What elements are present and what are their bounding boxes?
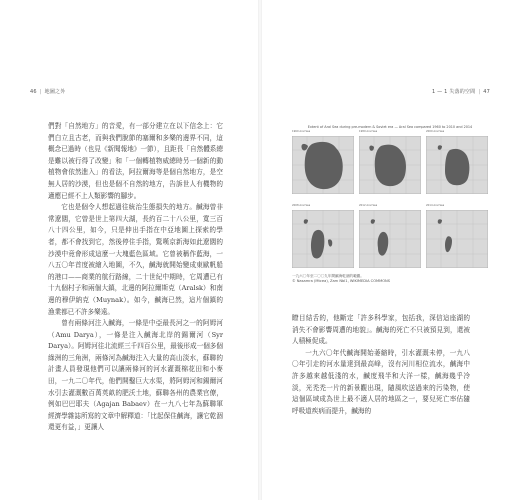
figure-credit: © Nasamra (Mtcea), Zam Nbl1, WIKIMEDIA COMMONS [292,279,391,284]
map-caption: 1989 Aral Sea [359,130,378,133]
map-panel [359,204,421,270]
map-caption: 1960 Aral Sea [292,130,311,133]
paragraph: 一九六〇年代鹹海開始萎縮時，引水灌溉未停，一九八〇年引走的河水量達到最高峰，沒有河川相位流水，鹹海中許多越來越低淺的水，鹹度飛半和大洋一樣，鹹海幾乎冷淡，光禿禿一片的新景觀出現，隨風吹送過來的污染物，使這個區域成為世上最不適人居的地區之一，要兒死亡率佔隨呼吸道疾病而提升，鹹海的 [292,348,470,415]
chapter-label: 1 — 1 失落的空間 [432,89,476,95]
aral-sea-map [292,210,354,268]
right-body-text [292,313,470,417]
map-caption: 2000 Aral Sea [426,130,445,133]
map-caption: 2014 Aral Sea [426,204,445,207]
aral-sea-map [426,136,488,194]
left-body-text [48,121,223,434]
paragraph: 們對「自然地方」的音愛，有一部分建立在以下信念上：它們白立且古老，而與我們脫節的塞爾和多樂的邊界不同，這概念已過時（也見《新聞報地》一節），且距長「自然體系總是難以被行得了改變」和「一個轉植物威總時另一個新的動植物會依然進入」的看法，阿拉爾海等是個自然地方，是空無人居的沙漠，但也是個不自然的地方，告訴世人有機物的適應已經不上人類影響的腳步。 [48,122,223,200]
right-running-header [432,88,490,95]
aral-sea-map [359,210,421,268]
aral-sea-map [292,136,354,194]
map-panel [359,130,421,196]
book-title: 地圖之外 [44,89,66,95]
paragraph: 它也是個令人想起過往統治生態損失的地方。鹹海曾非常遼闊，它曾是世上第四大湖，長約百二十八公里，寬三百八十四公里，如今，只是伸出手指在中亞地圖上探索的學者，都不會找到它，然後停住手指，驚嘆京新海如此遼闊的沙漠中竟會形成這麼一大塊藍色區域。它曾被稱作藍海，一八五〇年首度被繪入地圖，不久，鹹海就開始變成東歐帆船的港口——商業的航行路線，二十世紀中期時，它周遭已有十九個村子和兩個大鎮，北邊的阿拉爾斯克（Aralsk）和南邊的穆伊納克（Muynak）。如今，鹹海已然，這片個鎮的漁業都已不許多樂遠。 [48,203,223,316]
map-caption: 2012 Aral Sea [359,204,378,207]
map-caption: 2008 Aral Sea [292,204,311,207]
figure-title: Extent of Aral Sea during pre-modern & Soviet era — Aral Sea compared 1960 to 2010 and 2014 [307,125,473,129]
header-separator: | [478,89,481,95]
figure-caption-text: 一九六〇年至二〇〇九年間鹹海乾涸的範圍。 [292,274,364,278]
left-running-header [30,88,65,95]
paragraph: 曾有兩條河注入鹹海，一條是中亞最長河之一的阿姆河（Amu Darya），一條是注入鹹海北岸的錫爾河（Syr Darya）。阿姆河往北流經三千四百公里，最後形成一個多個綠洲的三角洲，兩條河為鹹海注入大量的高山淡水，蘇聯的計畫人員發現他們可以讓兩條河的河水灌溉棉花田和小麥田，一九二〇年代，他們開鑿巨大水渠，將阿姆河和錫爾河水引去灌溉數百萬英畝的肥沃土地，蘇聯各州的農業官僚，例如巴巴耶夫（Agajan Babaev）在一九八七年為蘇聯軍經濟學雜誌所寫的文章中解釋道：「比起保住鹹海，讓它乾涸還更有益，」更讓人 [48,319,223,432]
map-panel [426,204,488,270]
map-panel [292,130,354,196]
left-page [0,0,258,500]
figure-caption [292,274,488,285]
map-panel [292,204,354,270]
map-grid [292,130,488,270]
right-page-number: 47 [483,89,490,95]
paragraph: 瞭目結舌的，他斷定「許多科學家，包括我，深信這座湖的消失不會影響周遭的地貌」。鹹海的死亡不只被預見到，還被人積極促成。 [292,314,470,346]
aral-sea-map [426,210,488,268]
aral-sea-map [359,136,421,194]
map-panel [426,130,488,196]
left-page-number: 46 [30,89,37,95]
right-page [262,0,520,500]
aral-sea-figure [292,125,488,285]
header-separator: | [39,89,42,95]
